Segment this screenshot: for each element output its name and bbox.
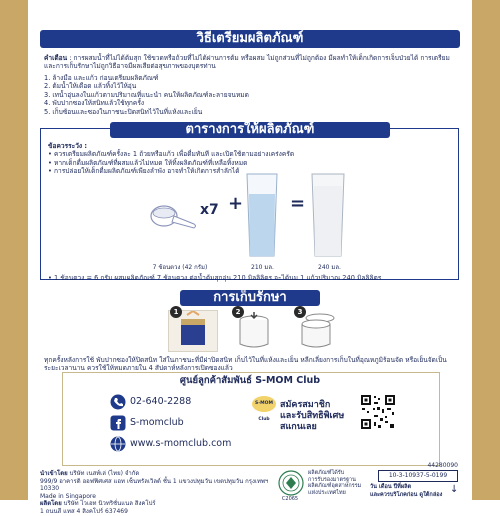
date-text-2: และควรบริโภคก่อน ดูใต้กล่อง xyxy=(370,491,443,498)
plus-sign: + xyxy=(228,193,244,214)
promo-line-2: และรับสิทธิพิเศษ xyxy=(280,411,345,421)
importer-label: นำเข้าโดย xyxy=(40,470,68,477)
feeding-note-1: • ควรเตรียมผลิตภัณฑ์ครั้งละ 1 ถ้วยหรือแก้ว เพื่อดื่มทันที และเปิดใช้ตามอย่างเคร่งครัด xyxy=(48,150,295,159)
cert-line-1: ผลิตภัณฑ์ได้รับ xyxy=(308,470,345,476)
feeding-note-2-text: หากเด็กดื่มผลิตภัณฑ์ที่ผสมแล้วไม่หมด ให้ทิ้งผลิตภัณฑ์ที่เหลือทิ้งหมด xyxy=(54,158,248,167)
contact-phone[interactable]: 02-640-2288 xyxy=(130,396,192,407)
storage-step-1-number: 1 xyxy=(170,306,182,318)
storage-step-3-number: 3 xyxy=(294,306,306,318)
feeding-note-3-text: การปล่อยให้เด็กดื่มผลิตภัณฑ์เพียงลำพัง อาจทำให้เกิดการสำลักได้ xyxy=(54,167,240,176)
smom-badge: S-MOM Club xyxy=(252,396,276,412)
producer-address: 1 ถนนสี แทส 4 สิงคโปร์ 637469 xyxy=(40,507,128,515)
cert-line-3: ผลิตภัณฑ์อุตสาหกรรม xyxy=(308,483,362,490)
prep-warning xyxy=(44,54,456,71)
water-caption: 210 มล. xyxy=(251,264,274,271)
contact-website[interactable]: www.s-momclub.com xyxy=(130,438,232,449)
feeding-note-3: • การปล่อยให้เด็กดื่มผลิตภัณฑ์เพียงลำพัง อาจทำให้เกิดการสำลักได้ xyxy=(48,167,240,176)
content-panel xyxy=(40,22,460,515)
milk-glass xyxy=(310,172,346,258)
fda-box xyxy=(378,470,458,482)
tisi-cert-icon xyxy=(278,470,304,496)
globe-icon xyxy=(110,436,126,452)
promo-line-3: สแกนเลย xyxy=(280,422,317,432)
feeding-note-label: ข้อควรระวัง : xyxy=(48,142,88,150)
equals-sign: = xyxy=(290,193,306,214)
prep-step-3: 3. เทน้ำอุ่นลงในแก้วตามปริมาณที่แนะนำ คนให้ผลิตภัณฑ์ละลายจนหมด xyxy=(44,90,249,99)
importer: บริษัท เนสท์เล่ (ไทย) จำกัด xyxy=(69,470,140,477)
prep-step-2: 2. ต้มน้ำให้เดือด แล้วทิ้งไว้ให้อุ่น xyxy=(44,82,137,91)
scoop-multiplier: x7 xyxy=(200,202,219,218)
contact-facebook[interactable]: S-momclub xyxy=(130,417,184,428)
contact-header-title: ศูนย์ลูกค้าสัมพันธ์ S-MOM Club xyxy=(179,375,321,386)
prep-steps xyxy=(44,74,456,116)
fda-code: 10-3-10937-5-0199 xyxy=(388,472,448,479)
feeding-note-2: • หากเด็กดื่มผลิตภัณฑ์ที่ผสมแล้วไม่หมด ให้ทิ้งผลิตภัณฑ์ที่เหลือทิ้งหมด xyxy=(48,158,248,167)
prep-header xyxy=(40,30,460,48)
warning-text: : การผสมน้ำที่ไม่ได้ต้มสุก ใช้ขวดหรือถ้วยที่ไม่ได้ผ่านการต้ม หรือผสม ไม่ถูกส่วนที่ไม่ถูกต้อง มีผลทำให้เด็กเกิดการเจ็บป่วยได้ การเตรียมและการเก็บรักษาไม่ถูกวิธีอาจมีผลเสียต่อสุขภาพของบุตรท่าน xyxy=(44,54,450,71)
result-caption: 240 มล. xyxy=(318,264,341,271)
prep-step-1: 1. ล้างมือ และแก้ว ก่อนเตรียมผลิตภัณฑ์ xyxy=(44,74,159,82)
cert-text xyxy=(308,470,378,496)
qr-code[interactable] xyxy=(360,394,396,430)
made-in: Made in Singapore xyxy=(40,492,96,500)
prep-step-4: 4. พับปากซองให้สนิทแล้วใช้ทุกครั้ง xyxy=(44,99,145,108)
scoop-caption: 7 ช้อนตวง (42 กรัม) xyxy=(152,264,208,271)
cert-line-2: การรับรองมาตรฐาน xyxy=(308,476,356,483)
footer-left xyxy=(40,470,272,516)
storage-text: ทุกครั้งหลังการใช้ พับปากซองให้ปิดสนิท ใส่ในภาชนะที่มีฝาปิดสนิท เก็บไว้ในที่แห้งและเย็น หลีกเลี่ยงการเก็บในที่อุณหภูมิร้อนจัด หรือเย็นจัดเป็นระยะเวลานาน ควรใช้ให้หมดภายใน 4 สัปดาห์หลังการเปิดซองแล้ว xyxy=(44,356,447,373)
cert-code: C2065 xyxy=(281,496,299,502)
facebook-icon xyxy=(110,415,126,431)
promo-line-1: สมัครสมาชิก xyxy=(280,400,331,410)
storage-header xyxy=(180,290,320,306)
producer: บริษัท ไวเอท นิวทริชั่นแนล สิงคโปร์ xyxy=(63,500,156,508)
storage-header-title: การเก็บรักษา xyxy=(213,290,287,305)
phone-icon xyxy=(110,394,126,410)
water-glass xyxy=(245,172,279,258)
warning-label: คำเตือน xyxy=(44,54,68,62)
feeding-header xyxy=(110,122,390,138)
feeding-bullet: • 1 ช้อนตวง = 6 กรัม ผสมผลิตภัณฑ์ 7 ช้อนตวง ต่อน้ำต้มสุกอุ่น 210 มิลลิลิตร จะได้นม 1 แก้วปริมาณ 240 มิลลิลิตร xyxy=(48,274,382,282)
importer-address: 999/9 อาคารดิ ออฟฟิศเศส แอท เซ็นทรัลเวิลด์ ชั้น 1 แขวงปทุมวัน เขตปทุมวัน กรุงเทพฯ 10330 xyxy=(40,477,269,493)
feeding-note-1-text: ควรเตรียมผลิตภัณฑ์ครั้งละ 1 ถ้วยหรือแก้ว เพื่อดื่มทันที และเปิดใช้ตามอย่างเคร่งครัด xyxy=(54,150,295,159)
code-top: 44280090 xyxy=(427,462,458,469)
feeding-header-title: ตารางการให้ผลิตภัณฑ์ xyxy=(185,122,315,137)
arrow-down-icon: ↓ xyxy=(450,484,459,495)
prep-step-5: 5. เก็บซ้อนและซองในภาชนะปิดสนิทไว้ในที่แห้งและเย็น xyxy=(44,107,203,116)
feeding-notes xyxy=(48,142,448,176)
storage-step-2-number: 2 xyxy=(232,306,244,318)
contact-header xyxy=(62,372,438,390)
promo-text xyxy=(280,400,344,433)
gold-border-right xyxy=(472,0,500,500)
cert-line-4: แห่งประเทศไทย xyxy=(308,489,346,496)
date-text-1: วัน เดือน ปีที่ผลิต xyxy=(370,484,412,490)
gold-border-left xyxy=(0,0,28,500)
producer-label: ผลิตโดย xyxy=(40,500,62,508)
date-text xyxy=(370,484,458,499)
prep-header-title: วิธีเตรียมผลิตภัณฑ์ xyxy=(196,31,304,46)
